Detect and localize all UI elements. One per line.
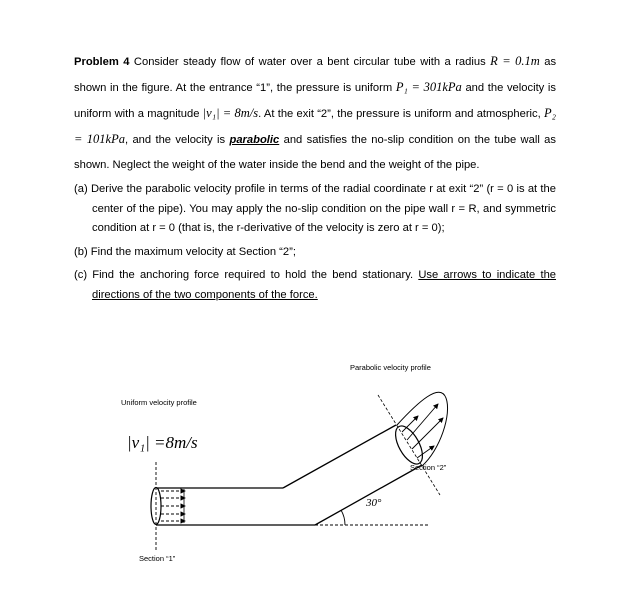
intro-text-1: Consider steady flow of water over a bent circular tube with a radius [133, 56, 486, 68]
parabolic-word: parabolic [229, 134, 280, 146]
radius-equation: R = 0.1m [490, 54, 540, 68]
part-a: (a) Derive the parabolic velocity profile in terms of the radial coordinate r at exit “2” (r = 0 is at the center of the pipe). You may apply the no-slip condition on the pipe wall r = R, and symmetric condition at r = 0 (that is, the r-derivative of the velocity is zero at r = 0); [74, 183, 556, 234]
part-c-underlined: Use arrows to indicate the directions of the two components of the force. [92, 269, 557, 301]
problem-heading: Problem 4 [74, 56, 130, 68]
velocity-magnitude-label: |v₁| =8m/s [127, 433, 198, 452]
angle-label: 30° [366, 497, 382, 509]
section-1-label: Section “1” [139, 554, 176, 563]
section-2-label: Section “2” [410, 463, 447, 472]
intro-text-6: and satisfies the no-slip condition on the tube wall as shown. Neglect the weight of the water inside the bend and the weight of the pipe. [74, 134, 557, 171]
v1-equation: |v₁| = 8m/s [202, 106, 259, 120]
uniform-velocity-arrows [161, 489, 185, 523]
intro-text-5: , and the velocity is [125, 134, 226, 146]
tube-top-wall-inclined [283, 425, 396, 488]
angle-arc [341, 510, 345, 525]
uniform-profile-label: Uniform velocity profile [121, 398, 197, 407]
part-c-main: (c) Find the anchoring force required to hold the bend stationary. [74, 269, 414, 281]
p2-equation: P₂ = 101kPa [74, 106, 556, 146]
intro-text-3: and the velocity is uniform with a magnitude [74, 82, 556, 120]
part-b: (b) Find the maximum velocity at Section “2”; [74, 245, 296, 258]
tube-bottom-wall-inclined [315, 465, 422, 525]
intro-text-2: as shown in the figure. At the entrance “1”, the pressure is uniform [74, 56, 557, 94]
parabolic-profile-label: Parabolic velocity profile [350, 363, 431, 372]
p1-equation: P₁ = 301kPa [395, 80, 462, 94]
outlet-section-ellipse [390, 422, 428, 468]
intro-text-4: . At the exit “2”, the pressure is uniform and atmospheric, [258, 108, 541, 120]
